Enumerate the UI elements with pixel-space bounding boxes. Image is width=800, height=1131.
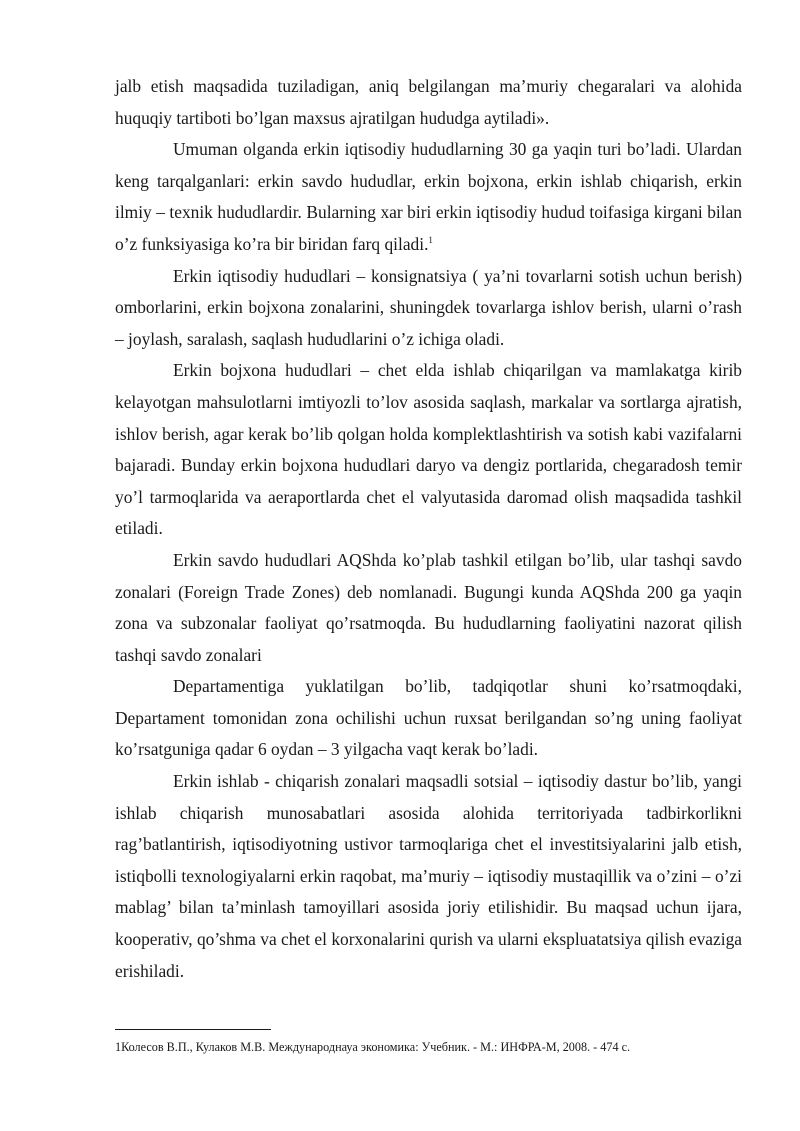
paragraph-6	[115, 671, 742, 766]
paragraph-5	[115, 545, 742, 671]
document-body	[115, 71, 742, 987]
paragraph-2	[115, 134, 742, 260]
footnote	[115, 1038, 742, 1056]
paragraph-4-text: Erkin bojxona hududlari – chet elda ishlab chiqarilgan va mamlakatga kirib kelayotgan mahsulotlarni imtiyozli to’lov asosida saqlash, markalar va sortlarga ajratish, ishlov berish, agar kerak bo’lib qolgan holda komplektlashtirish va sotish kabi vazifalarni bajaradi. Bunday erkin bojxona hududlari daryo va dengiz portlarida, chegaradosh temir yo’l tarmoqlarida va aeraportlarda chet el valyutasida daromad olish maqsadida tashkil etiladi.	[115, 360, 742, 539]
footnote-text: Колесов В.П., Кулаков М.В. Международнауа экономика: Учебник. - М.: ИНФРА-М, 2008. - 474 с.	[121, 1040, 631, 1054]
paragraph-1-text: jalb etish maqsadida tuziladigan, aniq belgilangan ma’muriy chegaralari va alohida huquqiy tartiboti bo’lgan maxsus ajratilgan hududga aytiladi».	[115, 76, 742, 128]
paragraph-6-text: Departamentiga yuklatilgan bo’lib, tadqiqotlar shuni ko’rsatmoqdaki, Departament tomonidan zona ochilishi uchun ruxsat berilgandan so’ng uning faoliyat ko’rsatguniga qadar 6 oydan – 3 yilgacha vaqt kerak bo’ladi.	[115, 676, 742, 760]
paragraph-5-text: Erkin savdo hududlari AQShda ko’plab tashkil etilgan bo’lib, ular tashqi savdo zonalari (Foreign Trade Zones) deb nomlanadi. Bugungi kunda AQShda 200 ga yaqin zona va subzonalar faoliyat qo’rsatmoqda. Bu hududlarning faoliyatini nazorat qilish tashqi savdo zonalari	[115, 549, 742, 665]
paragraph-3	[115, 261, 742, 356]
paragraph-1	[115, 71, 742, 134]
paragraph-3-text: Erkin iqtisodiy hududlari – konsignatsiya ( ya’ni tovarlarni sotish uchun berish) omborlarini, erkin bojxona zonalarini, shuningdek tovarlarga ishlov berish, ularni o’rash – joylash, saralash, saqlash hududlarini o’z ichiga oladi.	[115, 265, 742, 349]
footnote-reference[interactable]: 1	[428, 234, 433, 245]
paragraph-4	[115, 355, 742, 545]
footnote-mark: 1	[115, 1040, 122, 1054]
paragraph-7-text: Erkin ishlab - chiqarish zonalari maqsadli sotsial – iqtisodiy dastur bo’lib, yangi ishlab chiqarish munosabatlari asosida alohida territoriyada tadbirkorlikni rag’batlantirish, iqtisodiyotning ustivor tarmoqlariga chet el investitsiyalarini jalb etish, istiqbolli texnologiyalarni erkin raqobat, ma’muriy – iqtisodiy mustaqillik va o’zini – o’zi mablag’ bilan ta’minlash tamoyillari asosida joriy etilishidir. Bu maqsad uchun ijara, kooperativ, qo’shma va chet el korxonalarini qurish va ularni ekspluatatsiya qilish evaziga erishiladi.	[115, 771, 742, 981]
paragraph-2-text: Umuman olganda erkin iqtisodiy hududlarning 30 ga yaqin turi bo’ladi. Ulardan keng tarqalganlari: erkin savdo hududlar, erkin bojxona, erkin ishlab chiqarish, erkin ilmiy – texnik hududlardir. Bularning xar biri erkin iqtisodiy hudud toifasiga kirgani bilan o’z funksiyasiga ko’ra bir biridan farq qiladi.	[115, 139, 742, 254]
footnote-separator	[115, 1029, 271, 1030]
paragraph-7	[115, 766, 742, 987]
